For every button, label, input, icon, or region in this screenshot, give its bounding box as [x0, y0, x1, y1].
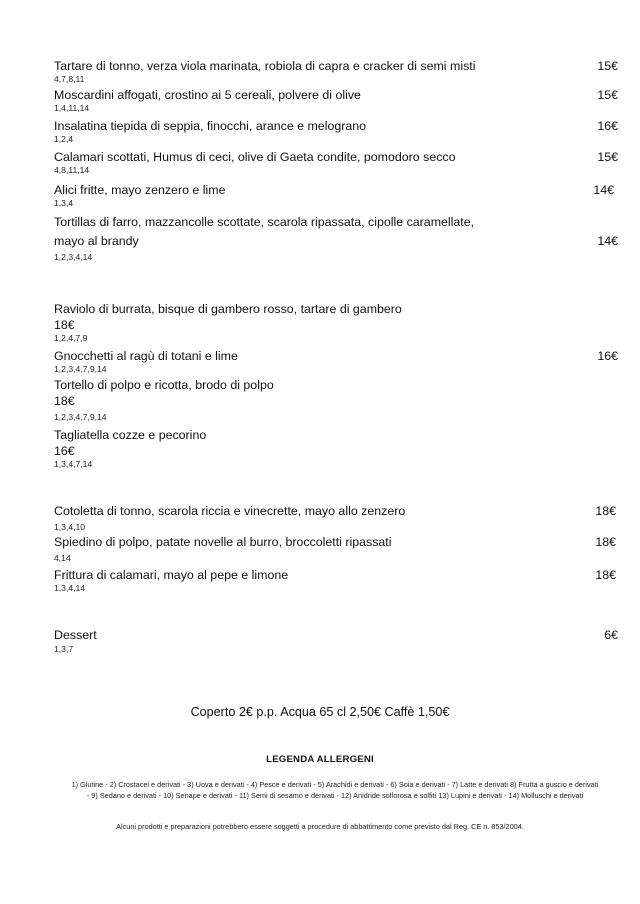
- dish-name: Spiedino di polpo, patate novelle al burro, broccoletti ripassati: [54, 535, 392, 549]
- dish-price: 18€: [595, 535, 616, 549]
- legend-text: 1) Glutine - 2) Crostacei e derivati - 3) Uova e derivati - 4) Pesce e derivati - 5) Arachidi e derivati - 6) Soia e derivati - 7) Latte e derivati 8) Frutta a guscio e derivati - 9) Sedano e derivati - 10) Senape e derivati - 11) Semi di sesamo e derivati - 12) Anidride solforosa e solfiti 13) Lupini e derivati - 14) Molluschi e derivati: [71, 780, 599, 800]
- menu-item: [54, 214, 574, 263]
- dish-name: Tortello di polpo e ricotta, brodo di polpo: [54, 378, 274, 392]
- dish-price: 15€: [597, 59, 618, 73]
- dish-name: Cotoletta di tonno, scarola riccia e vinecrette, mayo allo zenzero: [54, 504, 406, 518]
- dish-name: Raviolo di burrata, bisque di gambero rosso, tartare di gambero: [54, 302, 402, 316]
- dish-allergens: 1,2,4,7,9: [54, 333, 88, 343]
- dish-price: 16€: [54, 444, 75, 458]
- dish-name-line2: mayo al brandy: [54, 234, 139, 248]
- menu-item: [54, 627, 574, 655]
- dish-price: 14€: [597, 234, 618, 248]
- dish-allergens: 4,14: [54, 553, 71, 563]
- dish-allergens: 1,2,4: [54, 134, 74, 144]
- menu-item: [54, 301, 574, 344]
- menu-item: [54, 182, 574, 209]
- dish-allergens: 1,2,3,4,7,9,14: [54, 364, 107, 374]
- dish-price: 15€: [597, 150, 618, 164]
- dish-name: Tartare di tonno, verza viola marinata, robiola di capra e cracker di semi misti: [54, 59, 476, 73]
- dish-allergens: 1,4,11,14: [54, 103, 90, 113]
- dish-price: 15€: [597, 88, 618, 102]
- dish-price: 6€: [604, 628, 618, 642]
- legend-title: LEGENDA ALLERGENI: [266, 754, 374, 765]
- dish-name: Alici fritte, mayo zenzero e lime: [54, 183, 226, 197]
- menu-item: [54, 149, 574, 176]
- dish-price: 16€: [597, 119, 618, 133]
- dish-allergens: 1,3,4,10: [54, 522, 86, 532]
- dish-allergens: 4,7,8,11: [54, 74, 85, 84]
- menu-item: [54, 534, 574, 564]
- coperto-line: Coperto 2€ p.p. Acqua 65 cl 2,50€ Caffè 1,50€: [190, 705, 450, 719]
- dish-name: Frittura di calamari, mayo al pepe e limone: [54, 568, 289, 582]
- menu-item: [54, 58, 574, 85]
- menu-item: [54, 503, 574, 533]
- dish-name: Insalatina tiepida di seppia, finocchi, arance e melograno: [54, 119, 367, 133]
- dish-allergens: 1,3,4: [54, 198, 74, 208]
- dish-price: 14€: [593, 183, 614, 197]
- dish-allergens: 4,8,11,14: [54, 165, 90, 175]
- dish-price: 18€: [54, 394, 75, 408]
- dish-name-line1: Tortillas di farro, mazzancolle scottate, scarola ripassata, cipolle caramellate,: [54, 215, 475, 229]
- dish-name: Gnocchetti al ragù di totani e lime: [54, 349, 238, 363]
- dish-allergens: 1,3,4,14: [54, 583, 86, 593]
- dish-allergens: 1,2,3,4,14: [54, 252, 93, 262]
- dish-price: 18€: [595, 504, 616, 518]
- dish-price: 18€: [595, 568, 616, 582]
- dish-allergens: 1,2,3,4,7,9,14: [54, 412, 107, 422]
- dish-name: Dessert: [54, 628, 97, 642]
- menu-item: [54, 87, 574, 114]
- dish-allergens: 1,3,4,7,14: [54, 459, 93, 469]
- menu-item: [54, 567, 574, 594]
- dish-price: 18€: [54, 318, 75, 332]
- legend-note: Alcuni prodotti e preparazioni potrebbero essere soggetti a procedure di abbattimento come previsto dal Reg. CE n. 853/2004.: [116, 822, 524, 831]
- menu-item: [54, 348, 574, 375]
- dish-name: Calamari scottati, Humus di ceci, olive di Gaeta condite, pomodoro secco: [54, 150, 456, 164]
- dish-name: Tagliatella cozze e pecorino: [54, 428, 207, 442]
- dish-price: 16€: [597, 349, 618, 363]
- menu-item: [54, 118, 574, 145]
- menu-item: [54, 427, 574, 470]
- dish-allergens: 1,3,7: [54, 644, 74, 654]
- menu-item: [54, 377, 574, 423]
- dish-name: Moscardini affogati, crostino ai 5 cereali, polvere di olive: [54, 88, 361, 102]
